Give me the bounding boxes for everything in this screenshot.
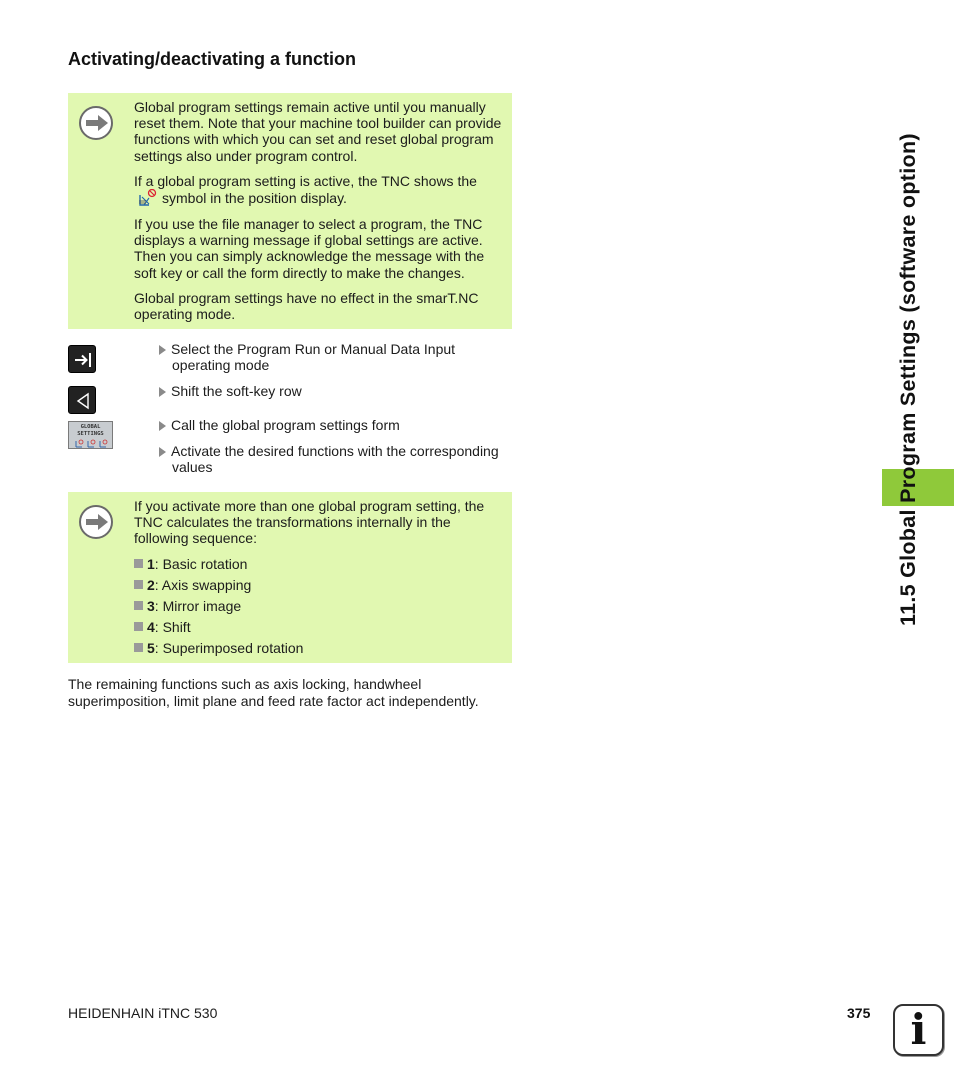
note-paragraph: Global program settings have no effect in the smarT.NC operating mode. (134, 289, 479, 323)
info-glyph: i (910, 1005, 927, 1054)
step-text: Activate the desired functions with the corresponding (171, 443, 499, 459)
step-text: operating mode (172, 357, 270, 374)
bullet-square-icon (134, 559, 143, 568)
step-arrow-icon (159, 421, 166, 431)
note-text (134, 99, 504, 331)
triangle-left-icon (69, 387, 97, 415)
page-number: 375 (847, 1005, 871, 1021)
note-paragraph: Global program settings remain active until you manually reset them. Note that your machine tool builder can provide functions with which you can set and reset global program settings also under program control. (134, 99, 502, 164)
list-item: 2: Axis swapping (134, 577, 504, 593)
bullet-square-icon (134, 601, 143, 610)
step-text: Call the global program settings form (171, 417, 400, 433)
sequence-list (134, 556, 504, 656)
list-item: 1: Basic rotation (134, 556, 504, 572)
step-text: Shift the soft-key row (171, 383, 302, 399)
softkey-symbols-icon (75, 439, 108, 448)
chapter-title: 11.5 Global Program Settings (software option) (896, 133, 920, 626)
note-text (134, 498, 504, 661)
note-text-fragment: symbol in the position display. (162, 190, 347, 207)
list-item: 5: Superimposed rotation (134, 640, 504, 656)
step-arrow-icon (159, 447, 166, 457)
note-paragraph (134, 173, 504, 207)
softkey-label: GLOBAL (80, 424, 101, 430)
body-paragraph: The remaining functions such as axis locking, handwheel superimposition, limit plane and feed rate factor act independently. (68, 676, 479, 709)
bullet-square-icon (134, 580, 143, 589)
step-text: Select the Program Run or Manual Data Input (171, 341, 456, 357)
bullet-square-icon (134, 622, 143, 631)
step-arrow-icon (159, 345, 166, 355)
arrow-right-icon (79, 505, 113, 539)
info-icon[interactable] (893, 1004, 944, 1056)
instruction-step (159, 341, 514, 373)
note-box (68, 93, 512, 329)
instruction-step (159, 443, 514, 475)
global-settings-softkey[interactable] (68, 421, 113, 449)
note-paragraph: If you use the file manager to select a program, the TNC displays a warning message if global settings are active. Then you can simply acknowledge the message with the soft key or call the form directly to make the changes. (134, 216, 485, 281)
bullet-square-icon (134, 643, 143, 652)
step-text: values (172, 459, 213, 476)
step-arrow-icon (159, 387, 166, 397)
note-box (68, 492, 512, 663)
enter-arrow-icon (69, 346, 97, 374)
note-paragraph: If you activate more than one global program setting, the TNC calculates the transformations internally in the following sequence: (134, 498, 485, 547)
global-settings-symbol-icon (137, 189, 159, 207)
softkey-label: SETTINGS (77, 431, 104, 437)
instruction-step (159, 383, 514, 399)
shift-softkey-row-key[interactable] (68, 386, 96, 414)
section-heading: Activating/deactivating a function (68, 49, 357, 69)
footer-product: HEIDENHAIN iTNC 530 (68, 1005, 218, 1021)
note-text-fragment: If a global program setting is active, the TNC shows the (134, 172, 477, 189)
program-run-key[interactable] (68, 345, 96, 373)
list-item: 3: Mirror image (134, 598, 504, 614)
list-item: 4: Shift (134, 619, 504, 635)
instruction-step (159, 417, 514, 433)
arrow-right-icon (79, 106, 113, 140)
